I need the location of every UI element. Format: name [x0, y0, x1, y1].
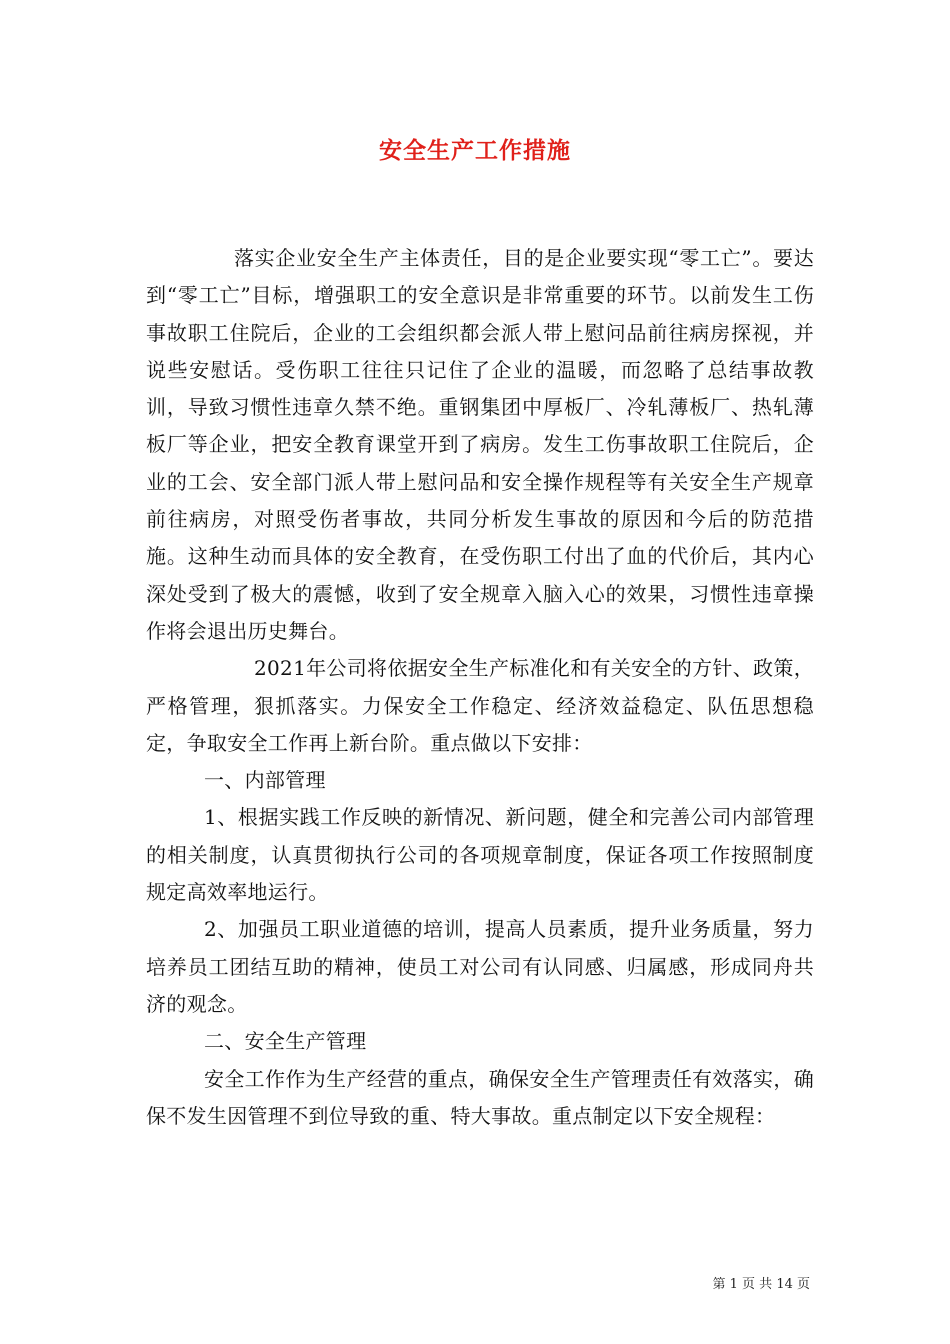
paragraph-safety: 安全工作作为生产经营的重点，确保安全生产管理责任有效落实，确保不发生因管理不到位导致的重、特大事故。重点制定以下安全规程：	[146, 1066, 814, 1128]
document-body	[146, 240, 814, 1135]
paragraph-plan: 2021年公司将依据安全生产标准化和有关安全的方针、政策，严格管理，狠抓落实。力保安全工作稳定、经济效益稳定、队伍思想稳定，争取安全工作再上新台阶。重点做以下安排：	[146, 656, 814, 755]
section-heading-internal-management: 一、内部管理	[204, 768, 326, 793]
paragraph-intro: 落实企业安全生产主体责任，目的是企业要实现“零工亡”。要达到“零工亡”目标，增强职工的安全意识是非常重要的环节。以前发生工伤事故职工住院后，企业的工会组织都会派人带上慰问品前往病房探视，并说些安慰话。受伤职工往往只记住了企业的温暖，而忽略了总结事故教训，导致习惯性违章久禁不绝。重钢集团中厚板厂、冷轧薄板厂、热轧薄板厂等企业，把安全教育课堂开到了病房。发生工伤事故职工住院后，企业的工会、安全部门派人带上慰问品和安全操作规程等有关安全生产规章前往病房，对照受伤者事故，共同分析发生事故的原因和今后的防范措施。这种生动而具体的安全教育，在受伤职工付出了血的代价后，其内心深处受到了极大的震憾，收到了安全规章入脑入心的效果，习惯性违章操作将会退出历史舞台。	[146, 246, 814, 643]
list-item-1: 1、根据实践工作反映的新情况、新问题，健全和完善公司内部管理的相关制度，认真贯彻执行公司的各项规章制度，保证各项工作按照制度规定高效率地运行。	[146, 805, 814, 905]
page-number: 第 1 页 共 14 页	[712, 1277, 810, 1292]
section-heading-safety-management: 二、安全生产管理	[204, 1029, 367, 1054]
list-item-2: 2、加强员工职业道德的培训，提高人员素质，提升业务质量，努力培养员工团结互助的精神，使员工对公司有认同感、归属感，形成同舟共济的观念。	[146, 917, 814, 1016]
page-title: 安全生产工作措施	[379, 137, 571, 164]
